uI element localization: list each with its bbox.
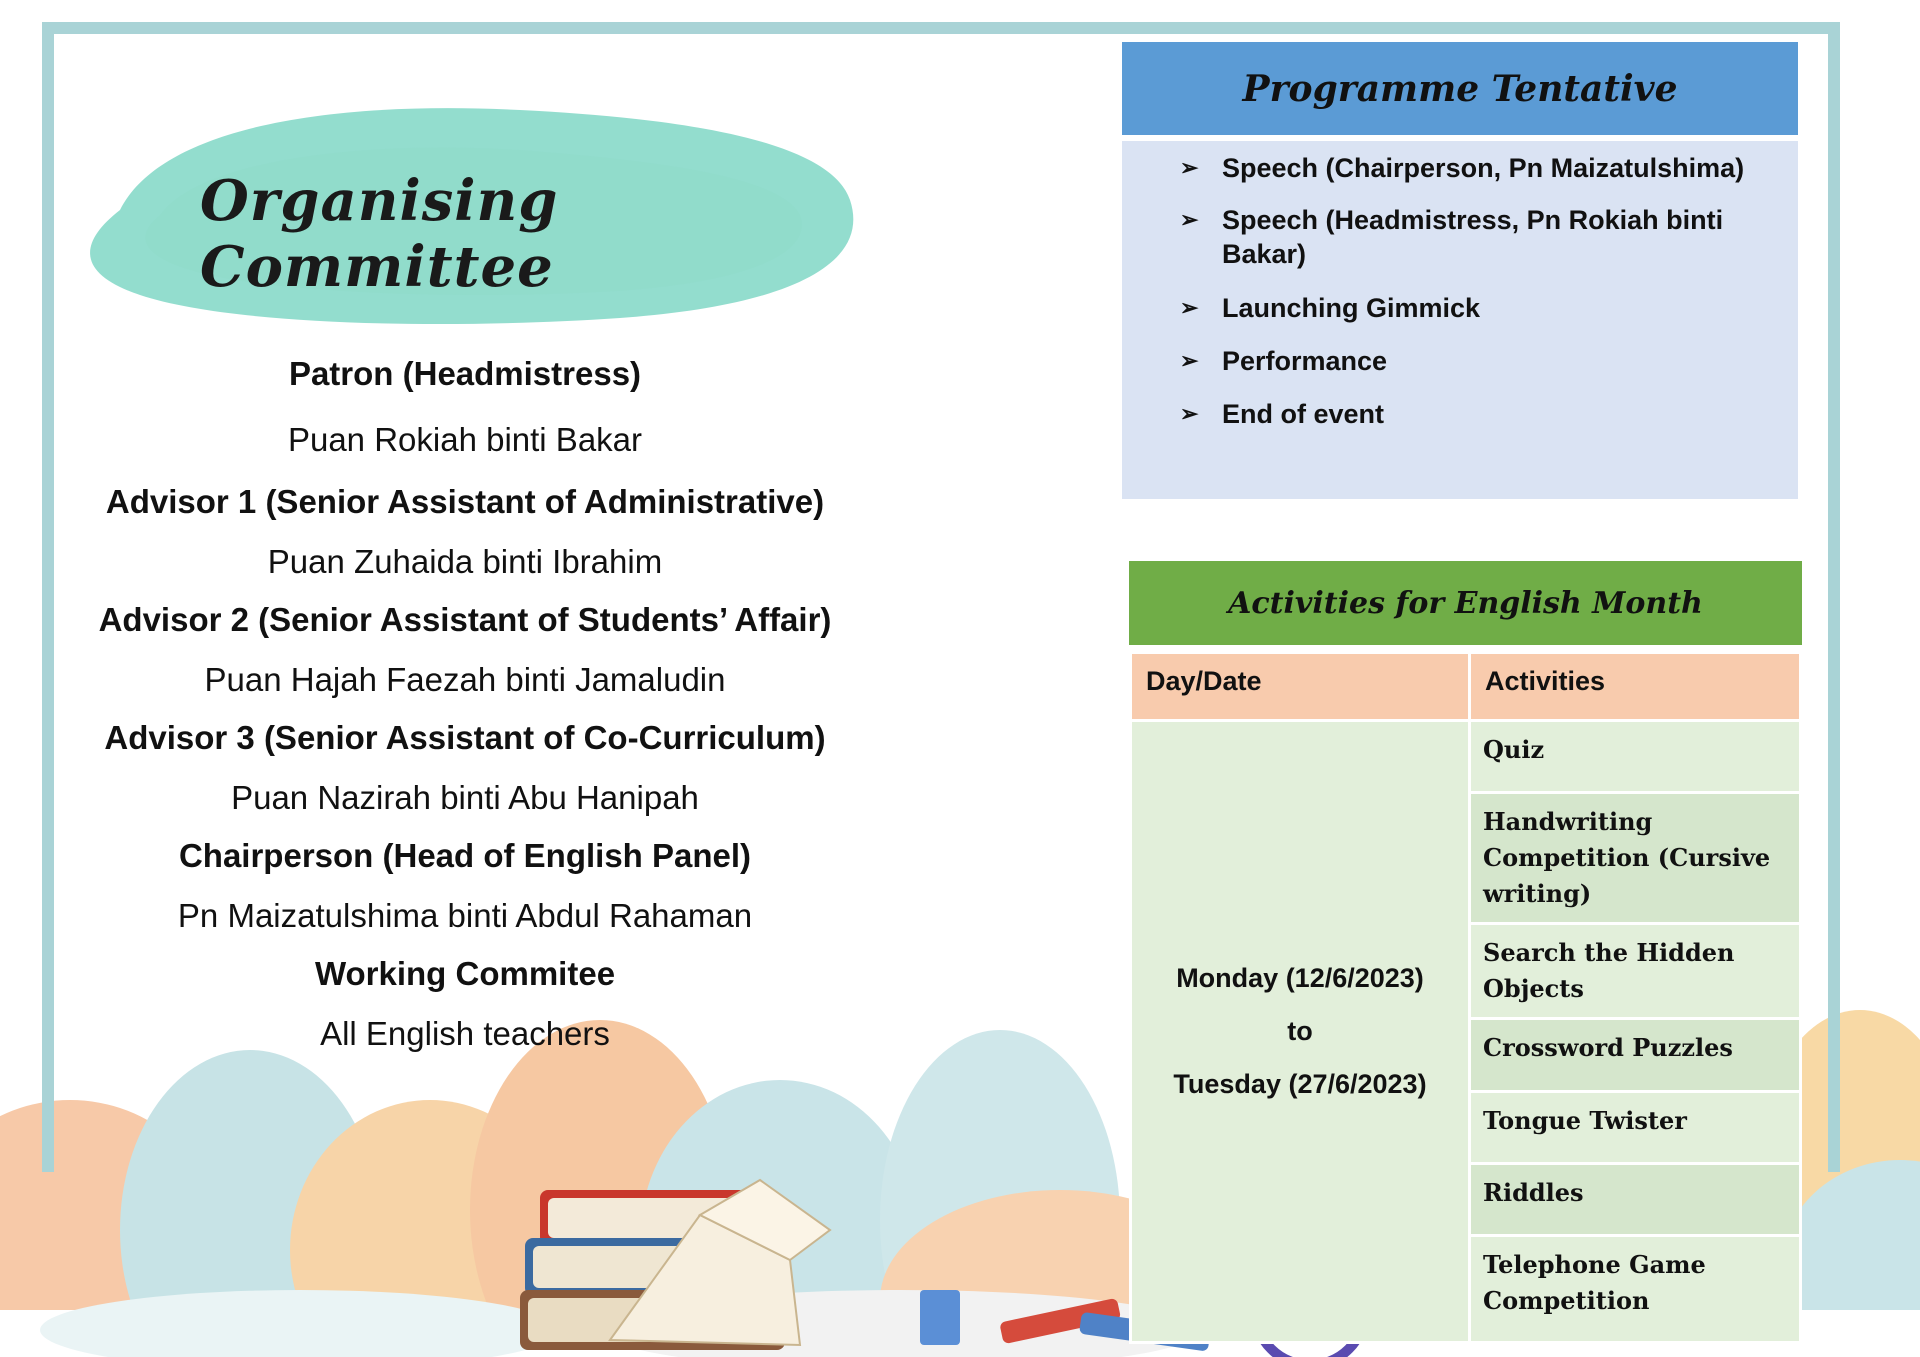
activity-item: Handwriting Competition (Cursive writing) xyxy=(1470,793,1801,924)
committee-person: Pn Maizatulshima binti Abdul Rahaman xyxy=(177,897,753,934)
date-range-cell xyxy=(1131,721,1470,1343)
activities-table xyxy=(1129,651,1802,1344)
arrow-bullet-icon: ➢ xyxy=(1180,207,1199,232)
header-day-date: Day/Date xyxy=(1131,653,1470,721)
committee-person: Puan Hajah Faezah binti Jamaludin xyxy=(204,661,726,698)
programme-title: Programme Tentative xyxy=(1122,42,1798,135)
table-row xyxy=(1131,721,1801,793)
committee-role: Patron (Headmistress) xyxy=(288,355,642,392)
arrow-bullet-icon: ➢ xyxy=(1180,155,1199,180)
committee-person: Puan Nazirah binti Abu Hanipah xyxy=(231,779,699,816)
programme-list: ➢ Speech (Chairperson, Pn Maizatulshima) ➢ Speech (Headmistress, Pn Rokiah binti Bakar) ➢ Launching Gimmick ➢ Performance ➢ End of event xyxy=(1122,141,1798,499)
committee-person: Puan Rokiah binti Bakar xyxy=(287,421,643,458)
committee-role: Advisor 2 (Senior Assistant of Students’ Affair) xyxy=(98,601,832,638)
header-activities: Activities xyxy=(1470,653,1801,721)
arrow-bullet-icon: ➢ xyxy=(1180,401,1199,426)
activity-item: Riddles xyxy=(1470,1164,1801,1236)
committee-role: Advisor 3 (Senior Assistant of Co-Curriculum) xyxy=(104,719,826,756)
table-header-row xyxy=(1131,653,1801,721)
committee-person: Puan Zuhaida binti Ibrahim xyxy=(267,543,663,580)
activity-item: Quiz xyxy=(1470,721,1801,793)
activities-title: Activities for English Month xyxy=(1129,561,1802,645)
activity-item: Crossword Puzzles xyxy=(1470,1019,1801,1092)
committee-role: Advisor 1 (Senior Assistant of Administrative) xyxy=(105,483,825,520)
activity-item: Tongue Twister xyxy=(1470,1092,1801,1164)
arrow-bullet-icon: ➢ xyxy=(1180,348,1199,373)
activity-item: Search the Hidden Objects xyxy=(1470,924,1801,1019)
date-end: Tuesday (27/6/2023) xyxy=(1173,1069,1427,1099)
committee-title: Organising Committee xyxy=(200,168,559,300)
programme-tentative-panel xyxy=(1122,42,1798,499)
arrow-bullet-icon: ➢ xyxy=(1180,295,1199,320)
committee-role: Chairperson (Head of English Panel) xyxy=(178,837,752,874)
date-start: Monday (12/6/2023) xyxy=(1176,963,1424,993)
activities-panel xyxy=(1129,561,1802,1344)
committee-role: Working Commitee xyxy=(314,955,616,992)
date-to: to xyxy=(1287,1016,1313,1046)
activity-item: Telephone Game Competition xyxy=(1470,1236,1801,1343)
committee-person: All English teachers xyxy=(320,1015,610,1052)
